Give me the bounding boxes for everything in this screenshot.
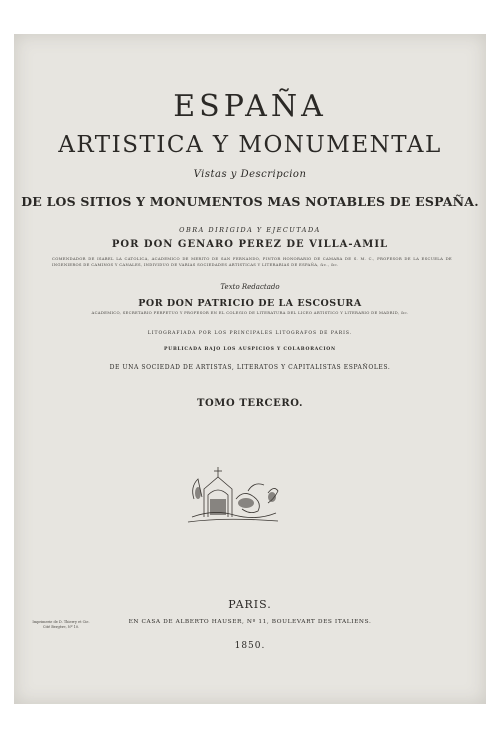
- imprint-line-1: Imprimerie de D. Thierry et Cie.: [32, 620, 90, 624]
- title-page: [14, 34, 486, 704]
- imprint-line-2: Cité Bergère, Nº 10.: [42, 625, 80, 629]
- book-subtitle: ARTISTICA Y MONUMENTAL: [58, 132, 442, 158]
- lithographed-line: LITOGRAFIADA POR LOS PRINCIPALES LITOGRAFOS DE PARIS.: [147, 331, 353, 336]
- published-line: PUBLICADA BAJO LOS AUSPICIOS Y COLABORACION: [164, 347, 336, 352]
- year-line: 1850.: [234, 641, 266, 651]
- printer-imprint: [32, 620, 90, 630]
- writer-line: POR DON PATRICIO DE LA ESCOSURA: [138, 298, 362, 309]
- author-credentials: COMENDADOR DE ISABEL LA CATOLICA, ACADEMICO DE MERITO DE SAN FERNANDO, PINTOR HONORARIO DE CAMARA DE S. M. C., PROFESOR DE LA ESCUELA DE INGENIEROS DE CAMINOS Y CANALES, INDIVIDUO DE VARIAS SOCIEDADES ARTISTICAS Y LITERARIAS DE ESPAÑA, &c., &c.: [52, 256, 452, 267]
- vignette-illustration: [184, 459, 282, 529]
- text-label: Texto Redactado: [220, 283, 280, 291]
- book-title: ESPAÑA: [173, 89, 327, 124]
- writer-credentials: ACADEMICO, SECRETARIO PERPETUO Y PROFESOR EN EL COLEGIO DE LITERATURA DEL LICEO ARTISTICO Y LITERARIO DE MADRID, &c.: [91, 310, 409, 315]
- author-line: POR DON GENARO PEREZ DE VILLA-AMIL: [111, 239, 389, 250]
- volume-label: TOMO TERCERO.: [196, 398, 304, 409]
- tagline: Vistas y Descripcion: [193, 169, 307, 180]
- subject-line: DE LOS SITIOS Y MONUMENTOS MAS NOTABLES DE ESPAÑA.: [21, 194, 479, 209]
- city-line: PARIS.: [228, 598, 272, 611]
- directed-label: OBRA DIRIGIDA Y EJECUTADA: [179, 226, 321, 234]
- publisher-line: EN CASA DE ALBERTO HAUSER, Nº 11, BOULEVART DES ITALIENS.: [128, 619, 372, 625]
- society-line: DE UNA SOCIEDAD DE ARTISTAS, LITERATOS Y CAPITALISTAS ESPAÑOLES.: [109, 364, 391, 371]
